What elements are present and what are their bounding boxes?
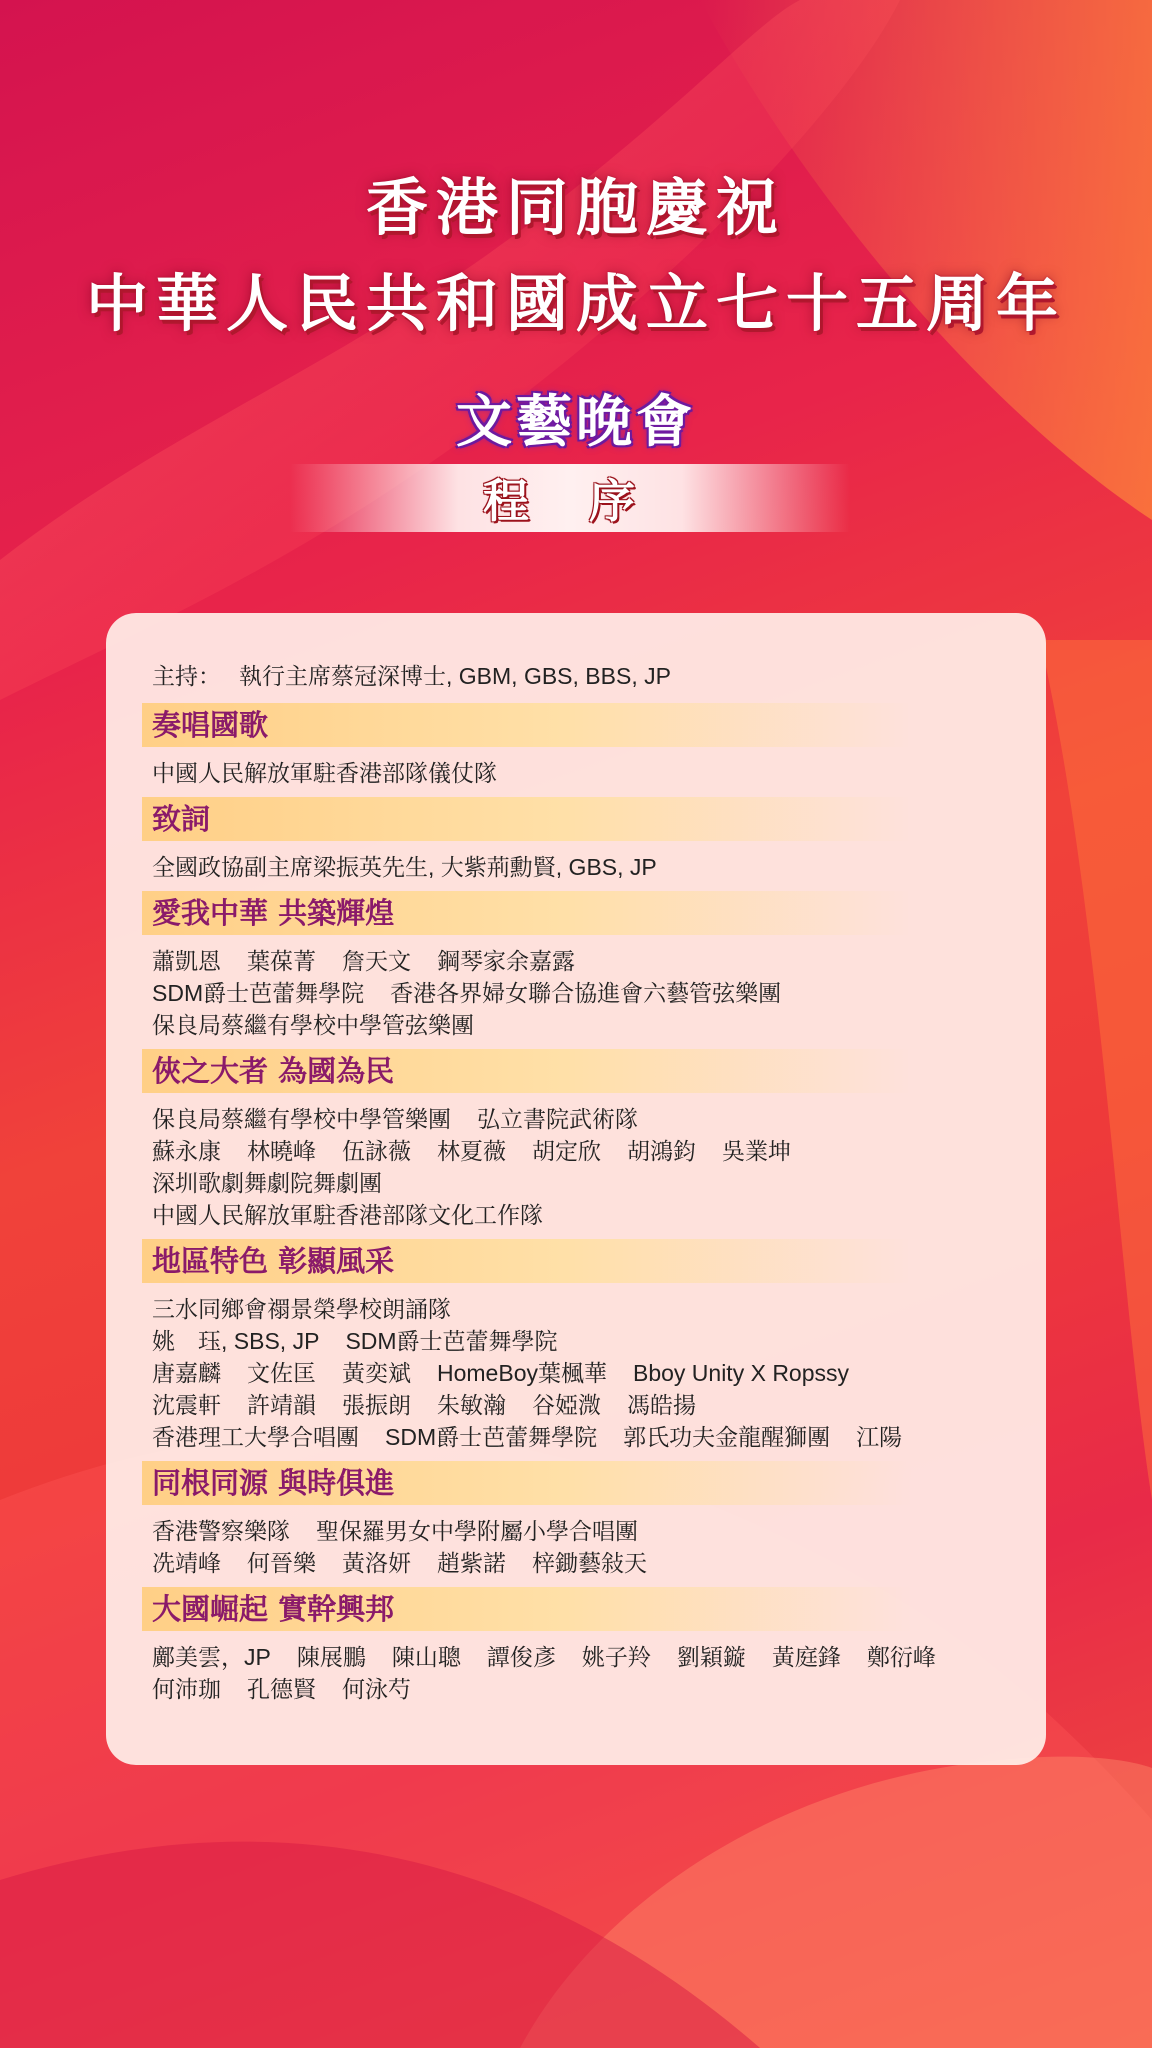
program-section <box>148 1587 1008 1705</box>
performer-name: 沈震軒 <box>152 1392 221 1418</box>
performer-row <box>152 1515 1008 1547</box>
performer-row <box>152 1389 1008 1421</box>
performer-name: 林曉峰 <box>247 1138 316 1164</box>
program-section <box>148 1049 1008 1231</box>
performer-name: 冼靖峰 <box>152 1550 221 1576</box>
performer-name: 蕭凱恩 <box>152 948 221 974</box>
performer-name: 劉穎鏇 <box>676 1644 746 1670</box>
performer-name: 陳山聰 <box>391 1644 461 1670</box>
section-items <box>148 1093 1008 1231</box>
section-heading: 大國崛起 實幹興邦 <box>142 1587 912 1631</box>
section-heading: 致詞 <box>142 797 912 841</box>
performer-name: 谷婭溦 <box>532 1392 601 1418</box>
performer-name: 香港警察樂隊 <box>152 1518 290 1544</box>
performer-row <box>152 1135 1008 1167</box>
performer-name: 江陽 <box>856 1424 903 1450</box>
performer-name: 趙紫諾 <box>437 1550 506 1576</box>
section-items <box>148 1505 1008 1579</box>
program-label: 程 序 <box>482 474 657 528</box>
performer-name: 三水同鄉會禤景榮學校朗誦隊 <box>152 1296 451 1322</box>
performer-name: 梓鋤藝敍天 <box>532 1550 647 1576</box>
section-items <box>148 747 1008 789</box>
performer-row <box>152 1421 1008 1453</box>
performer-name: 香港各界婦女聯合協進會六藝管弦樂團 <box>390 980 782 1006</box>
performer-row <box>152 1293 1008 1325</box>
performer-name: 何晉樂 <box>247 1550 316 1576</box>
performer-name: 鋼琴家余嘉露 <box>437 948 575 974</box>
performer-name: 張振朗 <box>342 1392 411 1418</box>
program-section <box>148 797 1008 883</box>
section-heading: 俠之大者 為國為民 <box>142 1049 912 1093</box>
title-block <box>0 160 1152 458</box>
performer-name: 黃洛妍 <box>342 1550 411 1576</box>
performer-name: 林夏薇 <box>437 1138 506 1164</box>
performer-row <box>152 1357 1008 1389</box>
performer-name: 深圳歌劇舞劇院舞劇團 <box>152 1170 382 1196</box>
performer-name: 伍詠薇 <box>342 1138 411 1164</box>
performer-name: 聖保羅男女中學附屬小學合唱團 <box>316 1518 638 1544</box>
performer-name: 全國政協副主席梁振英先生, 大紫荊勳賢, GBS, JP <box>152 854 657 880</box>
program-section <box>148 703 1008 789</box>
section-items <box>148 1631 1008 1705</box>
host-label: 主持： <box>152 663 221 689</box>
performer-name: 馮皓揚 <box>627 1392 696 1418</box>
performer-name: 胡鴻鈞 <box>627 1138 696 1164</box>
program-card <box>106 613 1046 1765</box>
performer-name: 保良局蔡繼有學校中學管弦樂團 <box>152 1012 474 1038</box>
performer-row <box>152 1103 1008 1135</box>
performer-name: 詹天文 <box>342 948 411 974</box>
performer-row <box>152 1641 1008 1673</box>
section-items <box>148 841 1008 883</box>
performer-name: HomeBoy葉楓華 <box>437 1360 607 1386</box>
section-items <box>148 1283 1008 1453</box>
performer-name: 郭氏功夫金龍醒獅團 <box>623 1424 831 1450</box>
performer-name: 姚子羚 <box>581 1644 651 1670</box>
section-heading: 奏唱國歌 <box>142 703 912 747</box>
program-section <box>148 891 1008 1041</box>
performer-name: 香港理工大學合唱團 <box>152 1424 359 1450</box>
performer-name: 弘立書院武術隊 <box>477 1106 638 1132</box>
performer-name: 姚 珏, SBS, JP <box>152 1328 320 1354</box>
performer-name: 文佐匡 <box>247 1360 316 1386</box>
title-line-1: 香港同胞慶祝 <box>365 171 786 244</box>
performer-name: 蘇永康 <box>152 1138 221 1164</box>
performer-name: 中國人民解放軍駐香港部隊文化工作隊 <box>152 1202 543 1228</box>
performer-name: 鄭衍峰 <box>866 1644 936 1670</box>
performer-name: SDM爵士芭蕾舞學院 <box>152 980 365 1006</box>
performer-row <box>152 1009 1008 1041</box>
performer-name: Bboy Unity X Ropssy <box>632 1360 850 1386</box>
performer-name: 朱敏瀚 <box>437 1392 506 1418</box>
event-subtitle: 文藝晚會 <box>456 389 696 455</box>
performer-name: 保良局蔡繼有學校中學管樂團 <box>152 1106 451 1132</box>
performer-name: 唐嘉麟 <box>152 1360 221 1386</box>
performer-name: 鄺美雲，JP <box>152 1644 271 1670</box>
section-items <box>148 935 1008 1041</box>
performer-row <box>152 1673 1008 1705</box>
section-heading: 地區特色 彰顯風采 <box>142 1239 912 1283</box>
performer-name: 黃庭鋒 <box>771 1644 841 1670</box>
performer-row <box>152 757 1008 789</box>
performer-name: 許靖韻 <box>247 1392 316 1418</box>
performer-row <box>152 945 1008 977</box>
performer-row <box>152 1167 1008 1199</box>
performer-row <box>152 1199 1008 1231</box>
section-heading: 同根同源 與時俱進 <box>142 1461 912 1505</box>
performer-row <box>152 1547 1008 1579</box>
performer-name: SDM爵士芭蕾舞學院 <box>385 1424 598 1450</box>
host-line <box>148 657 1008 695</box>
program-section <box>148 1239 1008 1453</box>
performer-name: 黃奕斌 <box>342 1360 411 1386</box>
program-section <box>148 1461 1008 1579</box>
performer-name: 胡定欣 <box>532 1138 601 1164</box>
performer-name: 何沛珈 <box>152 1676 221 1702</box>
performer-name: 譚俊彥 <box>486 1644 556 1670</box>
performer-row <box>152 977 1008 1009</box>
title-line-2: 中華人民共和國成立七十五周年 <box>85 267 1066 340</box>
performer-name: 中國人民解放軍駐香港部隊儀仗隊 <box>152 760 497 786</box>
section-heading: 愛我中華 共築輝煌 <box>142 891 912 935</box>
performer-name: 何泳芍 <box>342 1676 411 1702</box>
program-banner <box>290 464 850 532</box>
performer-name: 孔德賢 <box>247 1676 316 1702</box>
performer-row <box>152 1325 1008 1357</box>
performer-name: 吳業坤 <box>722 1138 791 1164</box>
host-name: 執行主席蔡冠深博士, GBM, GBS, BBS, JP <box>239 663 671 689</box>
performer-name: 陳展鵬 <box>296 1644 366 1670</box>
performer-row <box>152 851 1008 883</box>
performer-name: SDM爵士芭蕾舞學院 <box>345 1328 558 1354</box>
program-sections <box>148 703 1008 1705</box>
performer-name: 葉葆菁 <box>247 948 316 974</box>
